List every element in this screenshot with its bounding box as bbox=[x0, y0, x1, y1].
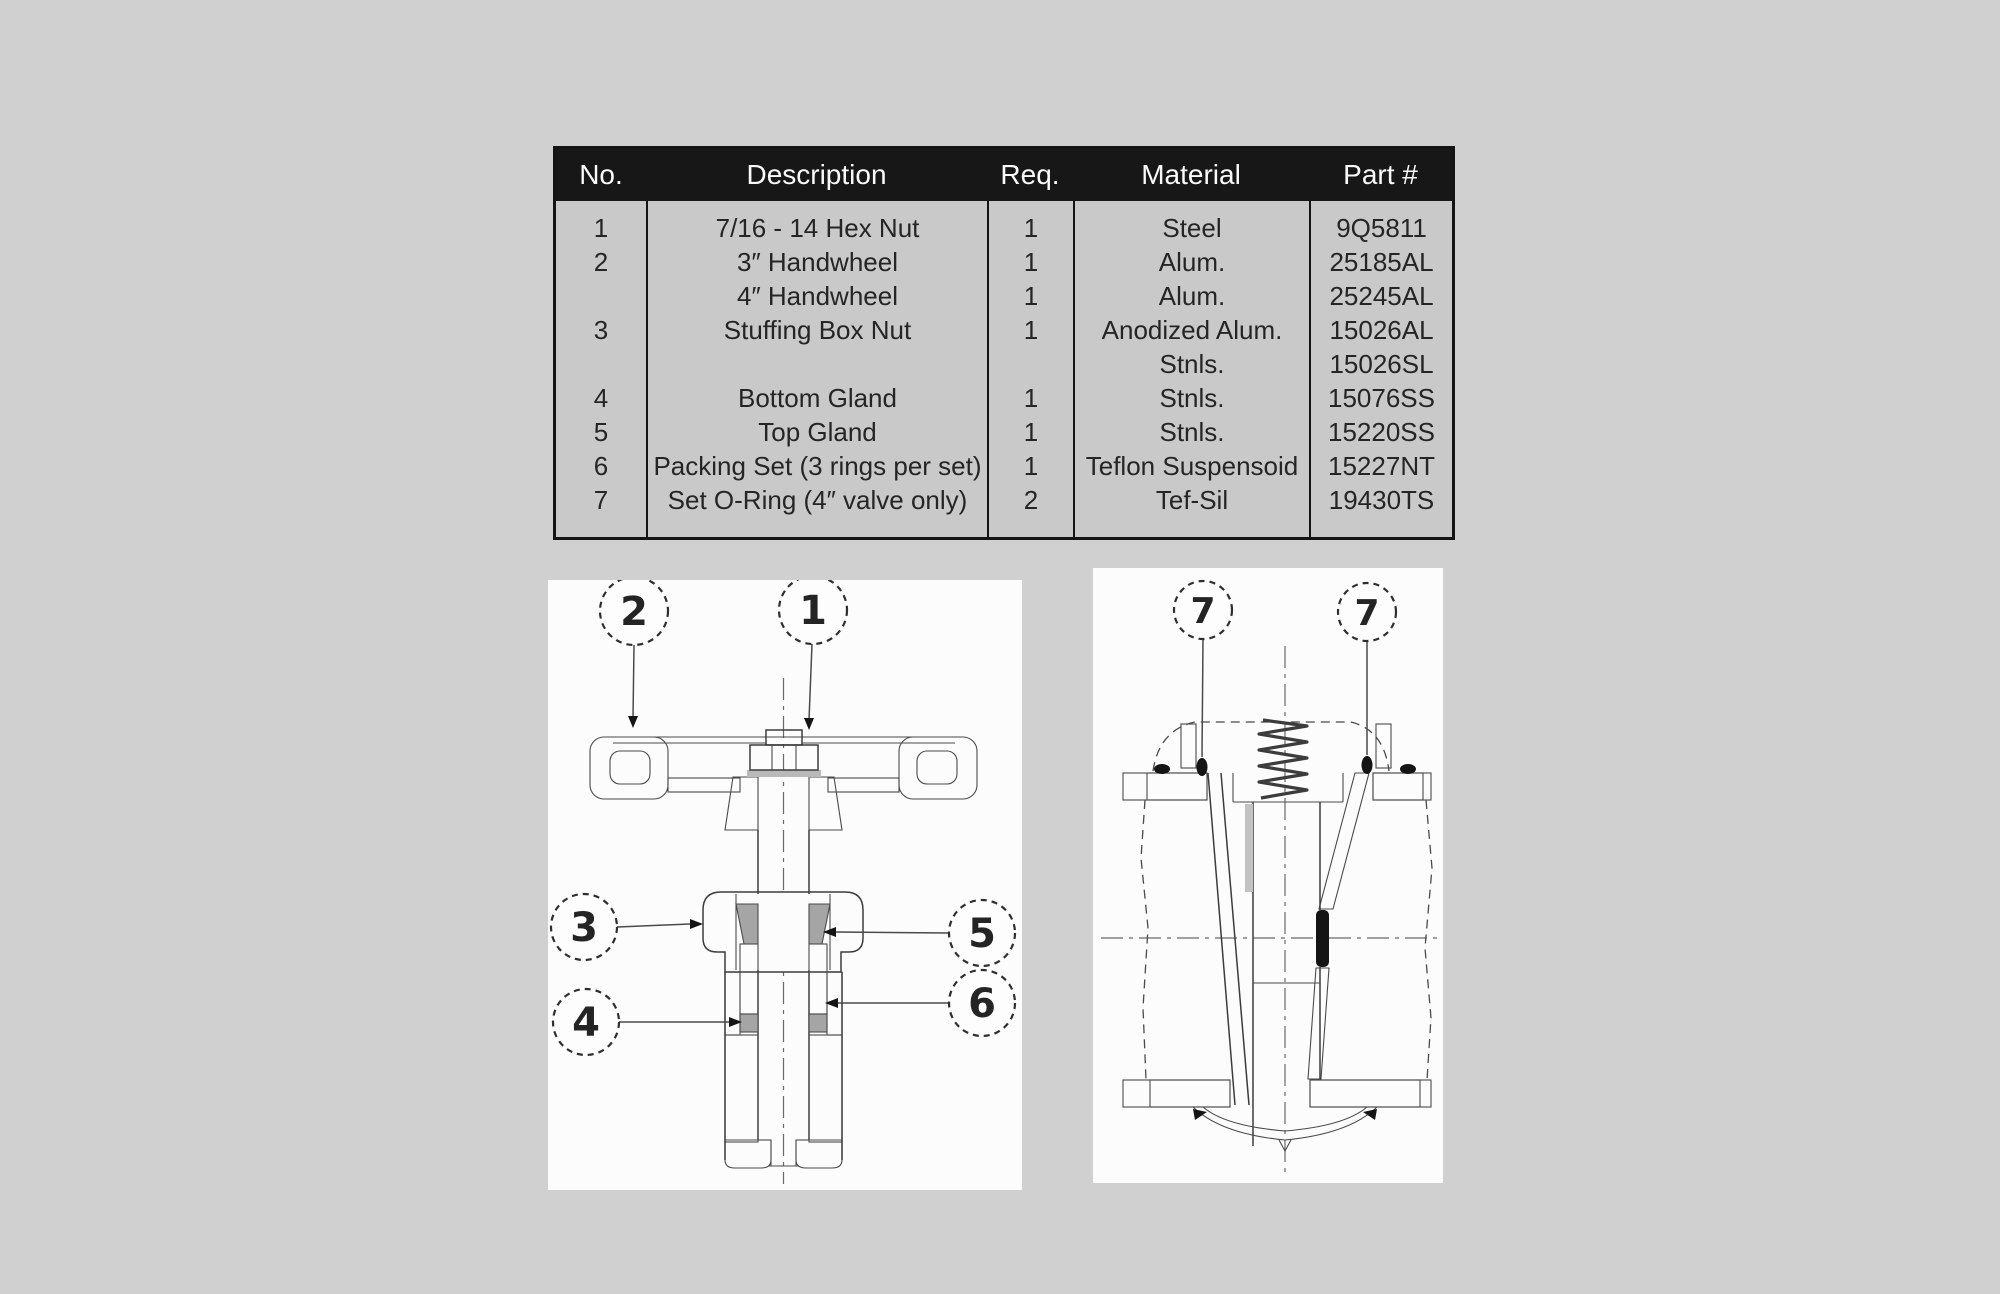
o-ring-groove-seal bbox=[1316, 910, 1329, 967]
svg-text:1: 1 bbox=[799, 588, 827, 634]
table-cell-req: 1 bbox=[987, 211, 1073, 245]
column-header-part: Part # bbox=[1343, 159, 1418, 190]
column-header-no: No. bbox=[579, 159, 623, 190]
callout-5 bbox=[823, 900, 1015, 966]
handwheel-section-drawing bbox=[548, 580, 1022, 1190]
svg-text:4: 4 bbox=[572, 1000, 600, 1046]
body-wall-right bbox=[1425, 800, 1432, 1080]
spacer-cell bbox=[987, 201, 1073, 211]
bottom-flange bbox=[1123, 1080, 1431, 1107]
spacer-cell bbox=[646, 517, 987, 537]
table-cell-material: Alum. bbox=[1073, 245, 1309, 279]
table-cell-material: Teflon Suspensoid bbox=[1073, 449, 1309, 483]
table-cell-description: Packing Set (3 rings per set) bbox=[646, 449, 987, 483]
table-cell-material: Steel bbox=[1073, 211, 1309, 245]
svg-text:2: 2 bbox=[620, 589, 648, 635]
table-cell-req: 1 bbox=[987, 381, 1073, 415]
svg-text:7: 7 bbox=[1354, 593, 1380, 634]
table-cell-description: Bottom Gland bbox=[646, 381, 987, 415]
table-cell-no: 1 bbox=[593, 212, 609, 243]
column-header-description: Description bbox=[746, 159, 887, 190]
diagram-plug-section bbox=[1093, 568, 1443, 1183]
table-cell-material: Stnls. bbox=[1073, 415, 1309, 449]
table-cell-material: Anodized Alum. bbox=[1073, 313, 1309, 347]
table-cell-description bbox=[646, 347, 987, 381]
table-cell-req: 1 bbox=[987, 313, 1073, 347]
callout-1 bbox=[779, 580, 847, 730]
spacer-cell bbox=[1073, 201, 1309, 211]
spacer-cell bbox=[1309, 517, 1452, 537]
parts-table-body bbox=[556, 201, 1452, 537]
table-cell-req: 1 bbox=[987, 415, 1073, 449]
table-cell-req: 2 bbox=[987, 483, 1073, 517]
column-header-req: Req. bbox=[1000, 159, 1060, 190]
table-cell-material: Alum. bbox=[1073, 279, 1309, 313]
o-ring-right bbox=[1362, 756, 1417, 774]
svg-text:7: 7 bbox=[1190, 591, 1216, 632]
table-cell-no: 3 bbox=[593, 314, 609, 345]
spacer-cell bbox=[556, 517, 646, 537]
svg-text:6: 6 bbox=[968, 981, 996, 1027]
table-cell-part: 9Q5811 bbox=[1309, 211, 1452, 245]
table-cell-part: 19430TS bbox=[1309, 483, 1452, 517]
hub-washer bbox=[747, 770, 821, 777]
parts-table-header bbox=[556, 149, 1452, 201]
table-cell-no bbox=[556, 347, 646, 381]
table-cell-description: Set O-Ring (4″ valve only) bbox=[646, 483, 987, 517]
table-cell-req bbox=[987, 347, 1073, 381]
stem-shading bbox=[1245, 804, 1253, 892]
callout-7-left bbox=[1174, 581, 1232, 757]
parts-table bbox=[553, 146, 1455, 540]
table-cell-no: 4 bbox=[593, 382, 609, 413]
table-cell-material: Tef-Sil bbox=[1073, 483, 1309, 517]
table-cell-material: Stnls. bbox=[1073, 347, 1309, 381]
body-wall-left bbox=[1141, 800, 1148, 1080]
column-header-material: Material bbox=[1141, 159, 1241, 190]
callout-7-right bbox=[1338, 583, 1396, 755]
svg-text:3: 3 bbox=[570, 905, 598, 951]
diagram-handwheel-section bbox=[548, 580, 1022, 1190]
table-cell-part: 15220SS bbox=[1309, 415, 1452, 449]
table-cell-description: 7/16 - 14 Hex Nut bbox=[646, 211, 987, 245]
spring bbox=[1259, 720, 1307, 798]
table-cell-req: 1 bbox=[987, 279, 1073, 313]
table-cell-no: 5 bbox=[593, 416, 609, 447]
spacer-cell bbox=[1073, 517, 1309, 537]
plug-section-drawing bbox=[1093, 568, 1443, 1183]
callout-2 bbox=[600, 580, 668, 728]
table-cell-description: Stuffing Box Nut bbox=[646, 313, 987, 347]
callout-3 bbox=[551, 894, 703, 960]
table-cell-no: 7 bbox=[593, 484, 609, 515]
table-cell-description: 4″ Handwheel bbox=[646, 279, 987, 313]
table-cell-req: 1 bbox=[987, 245, 1073, 279]
table-cell-material: Stnls. bbox=[1073, 381, 1309, 415]
spacer-cell bbox=[556, 201, 646, 211]
callout-6 bbox=[825, 970, 1015, 1036]
table-cell-part: 15026SL bbox=[1309, 347, 1452, 381]
table-cell-req: 1 bbox=[987, 449, 1073, 483]
spacer-cell bbox=[646, 201, 987, 211]
table-cell-description: Top Gland bbox=[646, 415, 987, 449]
table-cell-no: 2 bbox=[593, 246, 609, 277]
spacer-cell bbox=[1309, 201, 1452, 211]
table-cell-part: 25245AL bbox=[1309, 279, 1452, 313]
table-cell-no: 6 bbox=[593, 450, 609, 481]
table-cell-part: 25185AL bbox=[1309, 245, 1452, 279]
spacer-cell bbox=[987, 517, 1073, 537]
callout-4 bbox=[553, 989, 742, 1055]
table-cell-part: 15076SS bbox=[1309, 381, 1452, 415]
table-cell-part: 15227NT bbox=[1309, 449, 1452, 483]
svg-text:5: 5 bbox=[968, 911, 996, 957]
table-cell-no bbox=[556, 279, 646, 313]
plug-assembly bbox=[1208, 773, 1369, 1146]
table-cell-part: 15026AL bbox=[1309, 313, 1452, 347]
table-cell-description: 3″ Handwheel bbox=[646, 245, 987, 279]
